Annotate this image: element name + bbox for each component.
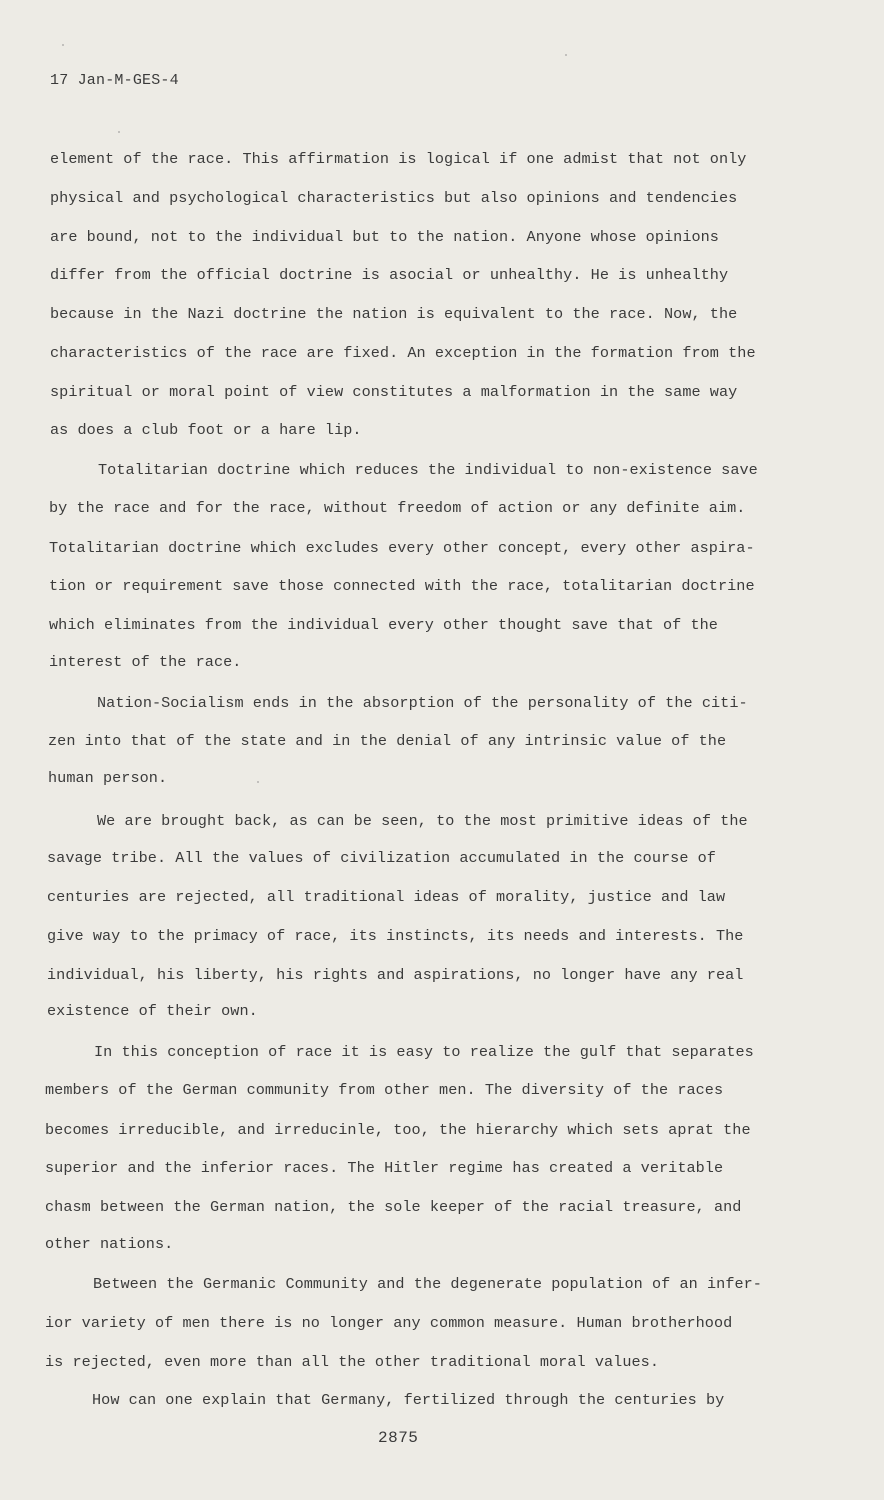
text-line: as does a club foot or a hare lip. bbox=[50, 421, 362, 439]
text-line: is rejected, even more than all the other traditional moral values. bbox=[45, 1353, 659, 1371]
text-line: physical and psychological characteristics but also opinions and tendencies bbox=[50, 189, 738, 207]
text-line: Nation-Socialism ends in the absorption of the personality of the citi- bbox=[97, 694, 748, 712]
text-line: which eliminates from the individual every other thought save that of the bbox=[49, 616, 718, 634]
text-line: characteristics of the race are fixed. An exception in the formation from the bbox=[50, 344, 756, 362]
paper-speck bbox=[565, 54, 567, 56]
text-line: chasm between the German nation, the sole keeper of the racial treasure, and bbox=[45, 1198, 742, 1216]
text-line: tion or requirement save those connected with the race, totalitarian doctrine bbox=[49, 577, 755, 595]
text-line: superior and the inferior races. The Hitler regime has created a veritable bbox=[45, 1159, 724, 1177]
text-line: human person. bbox=[48, 769, 168, 787]
text-line: We are brought back, as can be seen, to the most primitive ideas of the bbox=[97, 812, 748, 830]
text-line: give way to the primacy of race, its instincts, its needs and interests. The bbox=[47, 927, 744, 945]
text-line: interest of the race. bbox=[49, 653, 242, 671]
text-line: other nations. bbox=[45, 1235, 174, 1253]
text-line: centuries are rejected, all traditional ideas of morality, justice and law bbox=[47, 888, 726, 906]
paper-speck bbox=[257, 781, 259, 783]
text-line: individual, his liberty, his rights and aspirations, no longer have any real bbox=[47, 966, 744, 984]
text-line: Between the Germanic Community and the degenerate population of an infer- bbox=[93, 1275, 762, 1293]
text-line: spiritual or moral point of view constitutes a malformation in the same way bbox=[50, 383, 738, 401]
text-line: In this conception of race it is easy to realize the gulf that separates bbox=[94, 1043, 754, 1061]
text-line: Totalitarian doctrine which excludes every other concept, every other aspira- bbox=[49, 539, 755, 557]
text-line: Totalitarian doctrine which reduces the individual to non-existence save bbox=[98, 461, 758, 479]
text-line: savage tribe. All the values of civilization accumulated in the course of bbox=[47, 849, 716, 867]
text-line: by the race and for the race, without freedom of action or any definite aim. bbox=[49, 499, 746, 517]
text-line: element of the race. This affirmation is logical if one admist that not only bbox=[50, 150, 747, 168]
text-line: differ from the official doctrine is asocial or unhealthy. He is unhealthy bbox=[50, 266, 729, 284]
page-number: 2875 bbox=[378, 1429, 419, 1447]
text-line: becomes irreducible, and irreducinle, too, the hierarchy which sets aprat the bbox=[45, 1121, 751, 1139]
text-line: How can one explain that Germany, fertilized through the centuries by bbox=[92, 1391, 725, 1409]
text-line: zen into that of the state and in the denial of any intrinsic value of the bbox=[48, 732, 727, 750]
paper-speck bbox=[62, 44, 64, 46]
text-line: existence of their own. bbox=[47, 1002, 258, 1020]
text-line: ior variety of men there is no longer any common measure. Human brotherhood bbox=[45, 1314, 733, 1332]
text-line: are bound, not to the individual but to the nation. Anyone whose opinions bbox=[50, 228, 719, 246]
text-line: members of the German community from other men. The diversity of the races bbox=[45, 1081, 724, 1099]
paper-speck bbox=[118, 131, 120, 133]
document-reference: 17 Jan-M-GES-4 bbox=[50, 72, 179, 89]
text-line: because in the Nazi doctrine the nation is equivalent to the race. Now, the bbox=[50, 305, 738, 323]
